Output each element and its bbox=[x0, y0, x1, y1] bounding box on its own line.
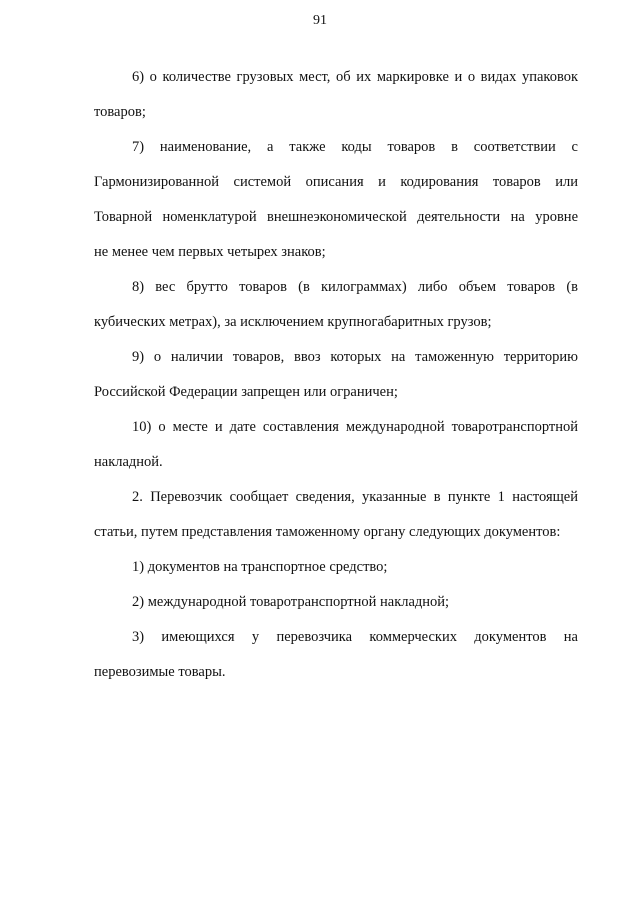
text-line: Товарной номенклатурой внешнеэкономической деятельности на уровне bbox=[94, 209, 578, 225]
text-line: Российской Федерации запрещен или ограничен; bbox=[94, 384, 398, 400]
document-body bbox=[94, 60, 578, 690]
paragraph-item-7 bbox=[94, 130, 578, 270]
text-line: накладной. bbox=[94, 454, 163, 470]
text-line: 8) вес брутто товаров (в килограммах) либо объем товаров (в bbox=[132, 279, 578, 295]
text-line: 2. Перевозчик сообщает сведения, указанные в пункте 1 настоящей bbox=[132, 489, 578, 505]
paragraph-subitem-1 bbox=[94, 550, 578, 585]
text-line: статьи, путем представления таможенному органу следующих документов: bbox=[94, 524, 561, 540]
page-number: 91 bbox=[313, 13, 327, 28]
text-line: кубических метрах), за исключением крупногабаритных грузов; bbox=[94, 314, 492, 330]
text-line: 9) о наличии товаров, ввоз которых на таможенную территорию bbox=[132, 349, 578, 365]
text-line: товаров; bbox=[94, 104, 146, 120]
text-line: 2) международной товаротранспортной накладной; bbox=[132, 594, 450, 610]
text-line: не менее чем первых четырех знаков; bbox=[94, 244, 326, 260]
text-line: 3) имеющихся у перевозчика коммерческих документов на bbox=[132, 629, 578, 645]
text-line: перевозимые товары. bbox=[94, 664, 226, 680]
paragraph-item-6 bbox=[94, 60, 578, 130]
text-line: 6) о количестве грузовых мест, об их маркировке и о видах упаковок bbox=[132, 69, 578, 85]
text-line: 1) документов на транспортное средство; bbox=[132, 559, 388, 575]
text-line: 7) наименование, а также коды товаров в соответствии с bbox=[132, 139, 578, 155]
paragraph-part-2 bbox=[94, 480, 578, 550]
paragraph-subitem-3 bbox=[94, 620, 578, 690]
text-line: 10) о месте и дате составления международной товаротранспортной bbox=[132, 419, 578, 435]
paragraph-subitem-2 bbox=[94, 585, 578, 620]
paragraph-item-8 bbox=[94, 270, 578, 340]
paragraph-item-10 bbox=[94, 410, 578, 480]
paragraph-item-9 bbox=[94, 340, 578, 410]
text-line: Гармонизированной системой описания и кодирования товаров или bbox=[94, 174, 578, 190]
